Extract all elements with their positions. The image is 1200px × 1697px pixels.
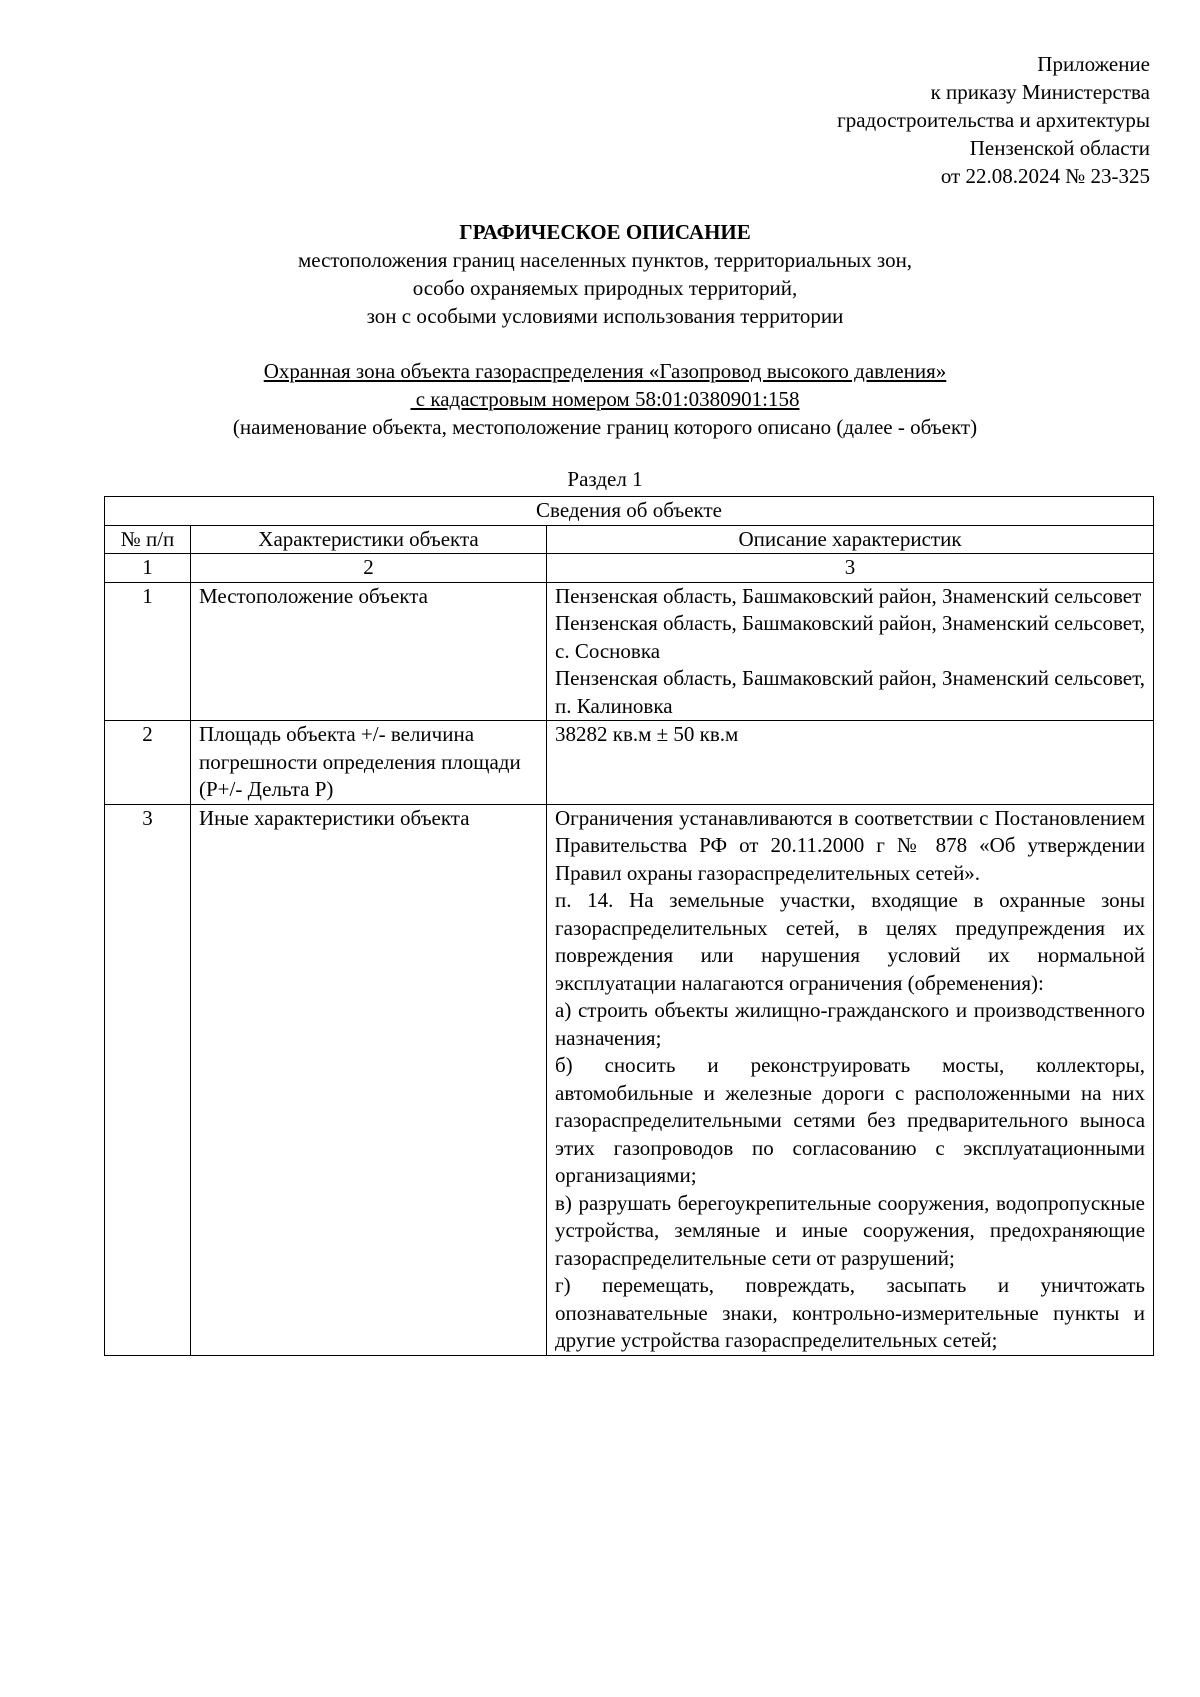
- appendix-line: от 22.08.2024 № 23-325: [940, 164, 1150, 188]
- appendix-line: к приказу Министерства: [930, 80, 1150, 104]
- row-description: [547, 582, 1154, 721]
- title-subline: особо охраняемых природных территорий,: [412, 276, 798, 300]
- table-numbering-row: [105, 554, 1154, 583]
- object-caption: (наименование объекта, местоположение границ которого описано (далее - объект): [232, 415, 978, 439]
- title-subline: местоположения границ населенных пунктов, территориальных зон,: [297, 248, 913, 272]
- row-number: 3: [105, 804, 191, 1355]
- row-characteristic: Местоположение объекта: [191, 582, 547, 721]
- table-numbering-cell: 1: [105, 554, 191, 583]
- title-subline: зон с особыми условиями использования территории: [366, 304, 844, 328]
- object-cadastral: с кадастровым номером 58:01:0380901:158: [410, 387, 800, 411]
- table-row: [105, 582, 1154, 721]
- description-paragraph: Пензенская область, Башмаковский район, Знаменский сельсовет: [555, 583, 1142, 608]
- description-paragraph: б) сносить и реконструировать мосты, коллекторы, автомобильные и железные дороги с расположенными на них газораспределительными сетями без предварительного выноса этих газопроводов по согласованию с эксплуатационными организациями;: [555, 1053, 1146, 1187]
- description-paragraph: в) разрушать берегоукрепительные сооружения, водопропускные устройства, земляные и иные сооружения, предохраняющие газораспределительные сети от разрушений;: [555, 1190, 1146, 1270]
- row-number: 2: [105, 721, 191, 805]
- row-characteristic: Площадь объекта +/- величина погрешности определения площади (Р+/- Дельта Р): [191, 721, 547, 805]
- row-characteristic: Иные характеристики объекта: [191, 804, 547, 1355]
- row-description: [547, 804, 1154, 1355]
- table-row: [105, 804, 1154, 1355]
- description-paragraph: п. 14. На земельные участки, входящие в охранные зоны газораспределительных сетей, в целях предупреждения их повреждения или нарушения условий их нормальной эксплуатации налагаются ограничения (обременения):: [555, 888, 1146, 995]
- document-title-block: [95, 218, 1115, 330]
- section-label: Раздел 1: [567, 467, 643, 491]
- object-info-table: [104, 496, 1154, 1356]
- table-caption-row: [105, 497, 1154, 526]
- appendix-line: Пензенской области: [969, 136, 1150, 160]
- description-paragraph: Пензенская область, Башмаковский район, Знаменский сельсовет, с. Сосновка: [555, 611, 1145, 663]
- appendix-line: градостроительства и архитектуры: [837, 108, 1150, 132]
- row-description: [547, 721, 1154, 805]
- description-paragraph: 38282 кв.м ± 50 кв.м: [555, 722, 739, 746]
- object-name-block: [95, 357, 1115, 441]
- table-header-cell: Описание характеристик: [547, 525, 1154, 554]
- document-title: ГРАФИЧЕСКОЕ ОПИСАНИЕ: [459, 220, 751, 244]
- appendix-line: Приложение: [1037, 52, 1150, 76]
- description-paragraph: г) перемещать, повреждать, засыпать и уничтожать опознавательные знаки, контрольно-измерительные пункты и другие устройства газораспределительных сетей;: [555, 1273, 1146, 1352]
- table-numbering-cell: 3: [547, 554, 1154, 583]
- table-numbering-cell: 2: [191, 554, 547, 583]
- description-paragraph: Пензенская область, Башмаковский район, Знаменский сельсовет, п. Калиновка: [555, 666, 1145, 718]
- table-caption: Сведения об объекте: [105, 497, 1154, 526]
- table-header-cell: Характеристики объекта: [191, 525, 547, 554]
- description-paragraph: Ограничения устанавливаются в соответствии с Постановлением Правительства РФ от 20.11.2000 г № 878 «Об утверждении Правил охраны газораспределительных сетей».: [555, 805, 1146, 885]
- description-paragraph: а) строить объекты жилищно-гражданского и производственного назначения;: [555, 998, 1146, 1050]
- table-row: [105, 721, 1154, 805]
- appendix-header: [837, 50, 1150, 190]
- table-header-row: [105, 525, 1154, 554]
- table-header-cell: № п/п: [105, 525, 191, 554]
- object-name: Охранная зона объекта газораспределения «Газопровод высокого давления»: [263, 359, 947, 383]
- row-number: 1: [105, 582, 191, 721]
